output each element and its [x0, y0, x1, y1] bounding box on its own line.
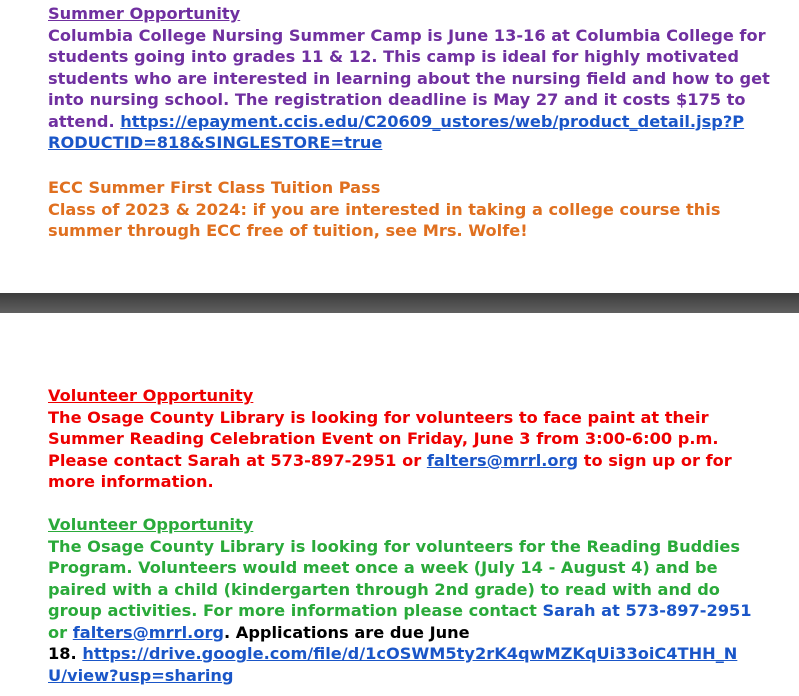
ecc-text-line: summer through ECC free of tuition, see Mrs. Wolfe!	[48, 221, 528, 240]
summer-text-line: Columbia College Nursing Summer Camp is June 13-16 at Columbia College for	[48, 25, 766, 45]
summer-link-continuation	[48, 132, 778, 154]
email-link[interactable]: falters@mrrl.org	[72, 622, 225, 642]
page-break-divider	[0, 293, 799, 313]
volunteer-info-line	[48, 600, 778, 622]
volunteer-text-line: Summer Reading Celebration Event on Friday, June 3 from 3:00-6:00 p.m.	[48, 429, 719, 448]
volunteer-text-line: Program. Volunteers would meet once a week (July 14 - August 4) and be	[48, 558, 718, 577]
info-text: group activities. For more information please contact	[48, 601, 543, 620]
volunteer-contact-line	[48, 450, 778, 472]
volunteer-heading: Volunteer Opportunity	[48, 386, 254, 405]
volunteer-text-line: more information.	[48, 472, 214, 491]
summer-opportunity-heading: Summer Opportunity	[48, 4, 241, 23]
contact-text: Please contact Sarah at 573-897-2951 or	[48, 450, 427, 470]
summer-opportunity-section	[48, 3, 778, 154]
volunteer-link-line	[48, 643, 778, 665]
contact-phone-text: Sarah at 573-897-2951	[542, 601, 752, 620]
nursing-camp-link[interactable]: https://epayment.ccis.edu/C20609_ustores/web/product_detail.jsp?P	[120, 111, 745, 131]
document-page-1	[0, 0, 799, 293]
applications-due-text: Applications are due June	[230, 622, 470, 642]
reading-buddies-link[interactable]: https://drive.google.com/file/d/1cOSWM5ty2rK4qwMZKqUi33oiC4THH_N	[82, 644, 738, 663]
ecc-section	[48, 177, 778, 242]
email-link[interactable]: falters@mrrl.org	[426, 450, 579, 470]
volunteer-text-line: The Osage County Library is looking for volunteers for the Reading Buddies	[48, 536, 740, 556]
summer-attend-text: attend.	[48, 111, 121, 131]
ecc-text-line: Class of 2023 & 2024: if you are interested in taking a college course this	[48, 199, 721, 219]
summer-last-line	[48, 111, 778, 133]
summer-text-line: students going into grades 11 & 12. This camp is ideal for highly motivated	[48, 47, 739, 66]
reading-buddies-link-continued[interactable]: U/view?usp=sharing	[48, 665, 234, 685]
volunteer-face-paint-section	[48, 385, 778, 493]
volunteer-email-line	[48, 622, 778, 644]
volunteer-text-line: The Osage County Library is looking for volunteers to face paint at their	[48, 407, 709, 427]
volunteer-heading: Volunteer Opportunity	[48, 515, 254, 534]
or-text: or	[48, 622, 73, 642]
document-page-2	[0, 313, 799, 696]
summer-text-line: students who are interested in learning about the nursing field and how to get	[48, 68, 770, 88]
summer-text-line: into nursing school. The registration deadline is May 27 and it costs $175 to	[48, 90, 746, 109]
volunteer-link-continuation	[48, 665, 778, 687]
volunteer-reading-buddies-section	[48, 514, 778, 686]
volunteer-text-line: paired with a child (kindergarten through 2nd grade) to read with and do	[48, 579, 720, 599]
contact-suffix-text: to sign up or for	[578, 450, 732, 470]
period-text: .	[224, 622, 231, 642]
due-date-text: 18.	[48, 644, 83, 663]
nursing-camp-link-continued[interactable]: RODUCTID=818&SINGLESTORE=true	[48, 133, 383, 152]
ecc-heading: ECC Summer First Class Tuition Pass	[48, 178, 381, 197]
